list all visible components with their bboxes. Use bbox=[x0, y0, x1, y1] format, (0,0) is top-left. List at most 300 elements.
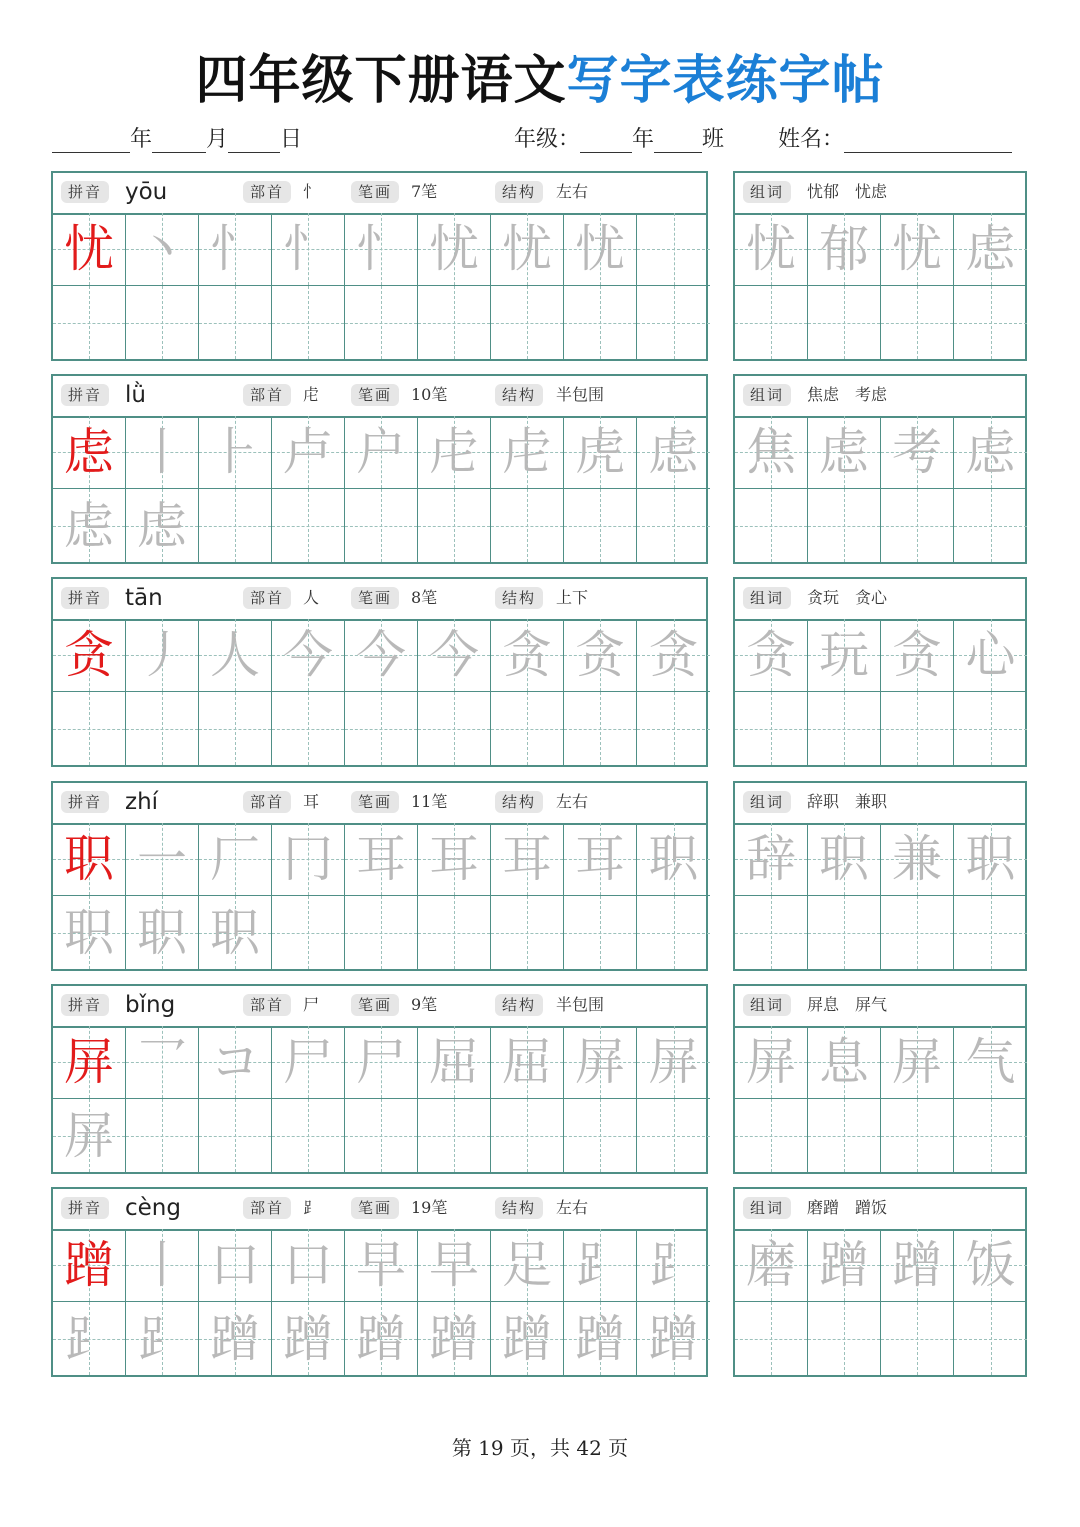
trace-character: 耳 bbox=[429, 830, 479, 888]
grid-cell[interactable] bbox=[418, 416, 491, 489]
grid-cell[interactable] bbox=[808, 692, 881, 765]
trace-character: 虍 bbox=[429, 423, 479, 481]
guide-vertical bbox=[771, 1099, 772, 1172]
grid-cell[interactable] bbox=[126, 489, 199, 562]
guide-vertical bbox=[844, 896, 845, 969]
grid-cell[interactable] bbox=[954, 1026, 1027, 1099]
grid-cell[interactable] bbox=[491, 416, 564, 489]
grid-cell[interactable] bbox=[491, 1302, 564, 1375]
grid-cell[interactable] bbox=[808, 416, 881, 489]
grid-cell[interactable] bbox=[272, 416, 345, 489]
grid-cell[interactable] bbox=[637, 896, 710, 969]
strokes-value: 9笔 bbox=[411, 995, 438, 1014]
grid-cell[interactable] bbox=[345, 213, 418, 286]
page-title bbox=[0, 38, 1080, 113]
grid-cell[interactable] bbox=[199, 896, 272, 969]
writing-grid bbox=[53, 619, 706, 765]
title-accent: 写字表练字帖 bbox=[566, 51, 885, 111]
grade-year-label: 年 bbox=[632, 127, 655, 152]
guide-vertical bbox=[991, 1302, 992, 1375]
practice-card bbox=[51, 374, 708, 564]
trace-character: 冂 bbox=[283, 830, 333, 888]
grid-cell[interactable] bbox=[418, 692, 491, 765]
grid-cell[interactable] bbox=[808, 1099, 881, 1172]
trace-character: 虑 bbox=[137, 496, 187, 555]
grid-cell[interactable] bbox=[272, 823, 345, 896]
trace-character: 口 bbox=[283, 1236, 333, 1294]
grid-cell[interactable] bbox=[491, 692, 564, 765]
grid-cell[interactable] bbox=[272, 1229, 345, 1302]
trace-character: 耳 bbox=[356, 830, 406, 888]
grid-cell[interactable] bbox=[53, 213, 126, 286]
grid-cell[interactable] bbox=[126, 823, 199, 896]
grid-cell[interactable] bbox=[637, 416, 710, 489]
words-header bbox=[735, 376, 1025, 418]
grid-cell[interactable] bbox=[491, 1026, 564, 1099]
grid-cell[interactable] bbox=[735, 286, 808, 359]
grid-cell[interactable] bbox=[808, 619, 881, 692]
practice-card bbox=[51, 577, 708, 767]
grid-cell[interactable] bbox=[881, 416, 954, 489]
guide-vertical bbox=[917, 1302, 918, 1375]
grid-cell[interactable] bbox=[491, 896, 564, 969]
grid-cell[interactable] bbox=[53, 416, 126, 489]
structure-label: 结构 bbox=[495, 994, 543, 1016]
grid-cell[interactable] bbox=[418, 619, 491, 692]
grid-cell[interactable] bbox=[735, 692, 808, 765]
year-blank[interactable] bbox=[52, 128, 130, 153]
trace-character: 厂 bbox=[210, 830, 260, 888]
grid-cell[interactable] bbox=[881, 619, 954, 692]
radical-value: ⻊ bbox=[303, 1198, 320, 1217]
trace-character: 早 bbox=[356, 1236, 406, 1294]
grid-cell[interactable] bbox=[954, 213, 1027, 286]
trace-character: 足 bbox=[502, 1236, 552, 1294]
grid-cell[interactable] bbox=[808, 489, 881, 562]
grid-cell[interactable] bbox=[53, 896, 126, 969]
trace-character: 今 bbox=[356, 626, 406, 684]
grid-cell[interactable] bbox=[126, 1302, 199, 1375]
pinyin-label: 拼音 bbox=[61, 587, 109, 609]
grid-cell[interactable] bbox=[199, 1026, 272, 1099]
date-line bbox=[52, 122, 1028, 154]
grid-cell[interactable] bbox=[881, 1229, 954, 1302]
grid-cell[interactable] bbox=[418, 1099, 491, 1172]
structure-value: 上下 bbox=[556, 588, 589, 607]
radical-label: 部首 bbox=[243, 791, 291, 813]
guide-vertical bbox=[771, 286, 772, 359]
grid-cell[interactable] bbox=[418, 1302, 491, 1375]
grid-cell[interactable] bbox=[954, 823, 1027, 896]
grid-cell[interactable] bbox=[199, 286, 272, 359]
trace-character: 虑 bbox=[64, 496, 114, 555]
guide-vertical bbox=[844, 489, 845, 562]
grid-cell[interactable] bbox=[564, 213, 637, 286]
trace-character: 蹭 bbox=[575, 1309, 625, 1368]
grid-cell[interactable] bbox=[954, 489, 1027, 562]
card-header bbox=[53, 986, 706, 1028]
grid-cell[interactable] bbox=[199, 1302, 272, 1375]
structure-label: 结构 bbox=[495, 1197, 543, 1219]
grid-cell[interactable] bbox=[954, 286, 1027, 359]
card-header bbox=[53, 783, 706, 825]
grid-cell[interactable] bbox=[637, 489, 710, 562]
grid-cell[interactable] bbox=[272, 213, 345, 286]
grid-cell[interactable] bbox=[126, 1099, 199, 1172]
name-blank[interactable] bbox=[844, 128, 1012, 153]
words-grid bbox=[735, 416, 1025, 562]
trace-character: 忄 bbox=[356, 220, 406, 278]
grid-cell[interactable] bbox=[345, 692, 418, 765]
title-main: 四年级下册语文 bbox=[195, 51, 567, 111]
guide-vertical bbox=[308, 489, 309, 562]
grid-cell[interactable] bbox=[735, 823, 808, 896]
grid-cell[interactable] bbox=[272, 692, 345, 765]
words-value: 磨蹭 蹭饭 bbox=[807, 1198, 888, 1217]
guide-vertical bbox=[527, 1099, 528, 1172]
grid-cell[interactable] bbox=[637, 1229, 710, 1302]
grid-cell[interactable] bbox=[272, 1026, 345, 1099]
guide-vertical bbox=[600, 286, 601, 359]
grid-cell[interactable] bbox=[53, 1099, 126, 1172]
trace-character: 忧 bbox=[429, 220, 479, 278]
guide-vertical bbox=[844, 1099, 845, 1172]
grid-cell[interactable] bbox=[53, 619, 126, 692]
grid-cell[interactable] bbox=[564, 1229, 637, 1302]
main-character: 忧 bbox=[64, 220, 114, 278]
trace-character: 职 bbox=[210, 903, 260, 962]
structure-value: 左右 bbox=[556, 182, 589, 201]
card-header bbox=[53, 376, 706, 418]
grid-cell[interactable] bbox=[564, 489, 637, 562]
grid-cell[interactable] bbox=[637, 1026, 710, 1099]
grid-cell[interactable] bbox=[418, 896, 491, 969]
guide-vertical bbox=[235, 286, 236, 359]
practice-card bbox=[51, 171, 708, 361]
grid-cell[interactable] bbox=[199, 692, 272, 765]
grid-cell[interactable] bbox=[53, 286, 126, 359]
grid-cell[interactable] bbox=[199, 213, 272, 286]
writing-grid bbox=[53, 823, 706, 969]
grid-cell[interactable] bbox=[126, 896, 199, 969]
grid-cell[interactable] bbox=[418, 213, 491, 286]
words-value: 焦虑 考虑 bbox=[807, 385, 888, 404]
grid-cell[interactable] bbox=[808, 1026, 881, 1099]
trace-character: 兼 bbox=[892, 830, 942, 888]
pinyin-value: tān bbox=[125, 585, 163, 611]
trace-character: 乛 bbox=[137, 1033, 187, 1091]
card-header bbox=[53, 173, 706, 215]
grid-cell[interactable] bbox=[735, 1229, 808, 1302]
grid-cell[interactable] bbox=[954, 1229, 1027, 1302]
guide-vertical bbox=[991, 286, 992, 359]
grid-cell[interactable] bbox=[954, 692, 1027, 765]
words-grid bbox=[735, 1026, 1025, 1172]
grid-cell[interactable] bbox=[735, 1099, 808, 1172]
grid-cell[interactable] bbox=[345, 619, 418, 692]
trace-character: 职 bbox=[965, 830, 1016, 888]
grid-cell[interactable] bbox=[881, 489, 954, 562]
grid-cell[interactable] bbox=[126, 416, 199, 489]
grid-cell[interactable] bbox=[345, 1099, 418, 1172]
grid-cell[interactable] bbox=[126, 1229, 199, 1302]
grid-cell[interactable] bbox=[881, 1026, 954, 1099]
trace-character: 屈 bbox=[502, 1033, 552, 1091]
guide-vertical bbox=[917, 489, 918, 562]
character-block bbox=[51, 1187, 1027, 1377]
grid-cell[interactable] bbox=[272, 619, 345, 692]
trace-character: 贪 bbox=[575, 626, 625, 684]
grid-cell[interactable] bbox=[808, 1302, 881, 1375]
trace-character: 蹭 bbox=[819, 1236, 869, 1294]
grid-cell[interactable] bbox=[345, 489, 418, 562]
grid-cell[interactable] bbox=[735, 896, 808, 969]
practice-card bbox=[51, 1187, 708, 1377]
pinyin-value: bǐng bbox=[125, 992, 176, 1018]
grid-cell[interactable] bbox=[881, 1099, 954, 1172]
trace-character: 丶 bbox=[137, 220, 187, 278]
trace-character: 忧 bbox=[746, 220, 796, 278]
grid-cell[interactable] bbox=[126, 1026, 199, 1099]
words-label: 组词 bbox=[743, 181, 791, 203]
words-grid bbox=[735, 1229, 1025, 1375]
trace-character: 贪 bbox=[892, 626, 942, 684]
grid-cell[interactable] bbox=[564, 823, 637, 896]
grid-cell[interactable] bbox=[735, 213, 808, 286]
grid-cell[interactable] bbox=[881, 896, 954, 969]
grid-cell[interactable] bbox=[199, 619, 272, 692]
grid-cell[interactable] bbox=[954, 1099, 1027, 1172]
grid-cell[interactable] bbox=[126, 692, 199, 765]
grid-cell[interactable] bbox=[345, 1302, 418, 1375]
guide-vertical bbox=[844, 286, 845, 359]
grid-cell[interactable] bbox=[564, 896, 637, 969]
words-label: 组词 bbox=[743, 994, 791, 1016]
grade-blank[interactable] bbox=[580, 128, 632, 153]
trace-character: 户 bbox=[356, 423, 406, 481]
grid-cell[interactable] bbox=[735, 1302, 808, 1375]
grid-cell[interactable] bbox=[418, 1229, 491, 1302]
words-card bbox=[733, 171, 1027, 361]
grid-cell[interactable] bbox=[808, 1229, 881, 1302]
grid-cell[interactable] bbox=[53, 1026, 126, 1099]
trace-character: 虑 bbox=[648, 423, 699, 481]
strokes-label: 笔画 bbox=[351, 181, 399, 203]
grid-cell[interactable] bbox=[199, 1229, 272, 1302]
strokes-label: 笔画 bbox=[351, 791, 399, 813]
grid-cell[interactable] bbox=[491, 489, 564, 562]
trace-character: コ bbox=[210, 1033, 260, 1091]
grid-cell[interactable] bbox=[272, 1302, 345, 1375]
grid-cell[interactable] bbox=[808, 213, 881, 286]
grid-cell[interactable] bbox=[954, 619, 1027, 692]
grid-cell[interactable] bbox=[735, 1026, 808, 1099]
trace-character: 磨 bbox=[746, 1236, 796, 1294]
grid-cell[interactable] bbox=[637, 1099, 710, 1172]
guide-vertical bbox=[600, 489, 601, 562]
grid-cell[interactable] bbox=[491, 823, 564, 896]
grid-cell[interactable] bbox=[637, 286, 710, 359]
class-blank[interactable] bbox=[654, 128, 702, 153]
grid-cell[interactable] bbox=[637, 823, 710, 896]
trace-character: 尸 bbox=[283, 1033, 333, 1091]
trace-character: 职 bbox=[819, 830, 869, 888]
grid-cell[interactable] bbox=[272, 896, 345, 969]
grid-cell[interactable] bbox=[564, 1099, 637, 1172]
grid-cell[interactable] bbox=[954, 416, 1027, 489]
grid-cell[interactable] bbox=[564, 1302, 637, 1375]
words-card bbox=[733, 1187, 1027, 1377]
guide-vertical bbox=[381, 1099, 382, 1172]
trace-character: ⻊ bbox=[648, 1236, 699, 1294]
grid-cell[interactable] bbox=[881, 692, 954, 765]
grid-cell[interactable] bbox=[418, 489, 491, 562]
trace-character: 蹭 bbox=[283, 1309, 333, 1368]
guide-vertical bbox=[917, 286, 918, 359]
grid-cell[interactable] bbox=[345, 1229, 418, 1302]
guide-vertical bbox=[991, 489, 992, 562]
grid-cell[interactable] bbox=[954, 896, 1027, 969]
grid-cell[interactable] bbox=[491, 619, 564, 692]
grid-cell[interactable] bbox=[637, 619, 710, 692]
trace-character: 屏 bbox=[648, 1033, 699, 1091]
trace-character: 屏 bbox=[64, 1106, 114, 1165]
grid-cell[interactable] bbox=[808, 896, 881, 969]
trace-character: 忄 bbox=[210, 220, 260, 278]
grid-cell[interactable] bbox=[564, 1026, 637, 1099]
grid-cell[interactable] bbox=[735, 416, 808, 489]
grid-cell[interactable] bbox=[418, 823, 491, 896]
grid-cell[interactable] bbox=[53, 1302, 126, 1375]
grid-cell[interactable] bbox=[126, 619, 199, 692]
grid-cell[interactable] bbox=[199, 416, 272, 489]
grid-cell[interactable] bbox=[199, 1099, 272, 1172]
guide-vertical bbox=[527, 692, 528, 765]
guide-vertical bbox=[674, 896, 675, 969]
main-character: 屏 bbox=[64, 1033, 114, 1091]
grid-cell[interactable] bbox=[735, 619, 808, 692]
character-block bbox=[51, 171, 1027, 361]
trace-character: ⻊ bbox=[137, 1309, 187, 1368]
words-value: 辞职 兼职 bbox=[807, 792, 888, 811]
card-header bbox=[53, 1189, 706, 1231]
pinyin-label: 拼音 bbox=[61, 791, 109, 813]
grid-cell[interactable] bbox=[491, 213, 564, 286]
pinyin-label: 拼音 bbox=[61, 994, 109, 1016]
grid-cell[interactable] bbox=[881, 823, 954, 896]
guide-vertical bbox=[381, 286, 382, 359]
main-character: 虑 bbox=[64, 423, 114, 481]
grid-cell[interactable] bbox=[808, 286, 881, 359]
month-blank[interactable] bbox=[152, 128, 206, 153]
grid-cell[interactable] bbox=[53, 1229, 126, 1302]
pinyin-label: 拼音 bbox=[61, 384, 109, 406]
grid-cell[interactable] bbox=[345, 416, 418, 489]
guide-vertical bbox=[600, 692, 601, 765]
trace-character: 职 bbox=[648, 830, 699, 888]
grid-cell[interactable] bbox=[345, 896, 418, 969]
grid-cell[interactable] bbox=[53, 823, 126, 896]
grid-cell[interactable] bbox=[345, 286, 418, 359]
grid-cell[interactable] bbox=[564, 286, 637, 359]
grid-cell[interactable] bbox=[126, 213, 199, 286]
radical-label: 部首 bbox=[243, 181, 291, 203]
grid-cell[interactable] bbox=[881, 1302, 954, 1375]
grid-cell[interactable] bbox=[199, 489, 272, 562]
trace-character: 忄 bbox=[283, 220, 333, 278]
grid-cell[interactable] bbox=[345, 1026, 418, 1099]
guide-vertical bbox=[527, 286, 528, 359]
guide-vertical bbox=[917, 1099, 918, 1172]
words-card bbox=[733, 577, 1027, 767]
day-blank[interactable] bbox=[228, 128, 280, 153]
structure-label: 结构 bbox=[495, 384, 543, 406]
grid-cell[interactable] bbox=[53, 692, 126, 765]
words-card bbox=[733, 374, 1027, 564]
grid-cell[interactable] bbox=[881, 286, 954, 359]
guide-vertical bbox=[454, 1099, 455, 1172]
trace-character: 屏 bbox=[575, 1033, 625, 1091]
grid-cell[interactable] bbox=[199, 823, 272, 896]
guide-vertical bbox=[527, 489, 528, 562]
grid-cell[interactable] bbox=[345, 823, 418, 896]
radical-value: 忄 bbox=[303, 182, 320, 201]
trace-character: 口 bbox=[210, 1236, 260, 1294]
grid-cell[interactable] bbox=[491, 1229, 564, 1302]
grid-cell[interactable] bbox=[53, 489, 126, 562]
guide-vertical bbox=[308, 896, 309, 969]
grid-cell[interactable] bbox=[954, 1302, 1027, 1375]
guide-vertical bbox=[600, 1099, 601, 1172]
grid-cell[interactable] bbox=[491, 1099, 564, 1172]
structure-value: 半包围 bbox=[556, 995, 605, 1014]
guide-vertical bbox=[381, 692, 382, 765]
guide-vertical bbox=[771, 896, 772, 969]
grid-cell[interactable] bbox=[272, 489, 345, 562]
grid-cell[interactable] bbox=[272, 286, 345, 359]
grid-cell[interactable] bbox=[126, 286, 199, 359]
page-footer: 第 19 页，共 42 页 bbox=[451, 1436, 629, 1460]
trace-character: 人 bbox=[210, 626, 260, 684]
trace-character: 焦 bbox=[746, 423, 796, 481]
structure-value: 左右 bbox=[556, 792, 589, 811]
trace-character: 今 bbox=[283, 626, 333, 684]
grid-cell[interactable] bbox=[637, 692, 710, 765]
name-label: 姓名： bbox=[778, 127, 845, 152]
grid-cell[interactable] bbox=[637, 1302, 710, 1375]
guide-vertical bbox=[454, 896, 455, 969]
grid-cell[interactable] bbox=[272, 1099, 345, 1172]
grid-cell[interactable] bbox=[735, 489, 808, 562]
guide-vertical bbox=[162, 692, 163, 765]
guide-vertical bbox=[454, 286, 455, 359]
grid-cell[interactable] bbox=[808, 823, 881, 896]
words-header bbox=[735, 986, 1025, 1028]
trace-character: 今 bbox=[429, 626, 479, 684]
date-fields bbox=[52, 122, 302, 153]
grid-cell[interactable] bbox=[564, 619, 637, 692]
grid-cell[interactable] bbox=[491, 286, 564, 359]
grid-cell[interactable] bbox=[418, 286, 491, 359]
words-label: 组词 bbox=[743, 384, 791, 406]
grid-cell[interactable] bbox=[881, 213, 954, 286]
trace-character: 忧 bbox=[575, 220, 625, 278]
words-grid bbox=[735, 213, 1025, 359]
grid-cell[interactable] bbox=[564, 416, 637, 489]
grid-cell[interactable] bbox=[564, 692, 637, 765]
grid-cell[interactable] bbox=[637, 213, 710, 286]
grid-cell[interactable] bbox=[418, 1026, 491, 1099]
